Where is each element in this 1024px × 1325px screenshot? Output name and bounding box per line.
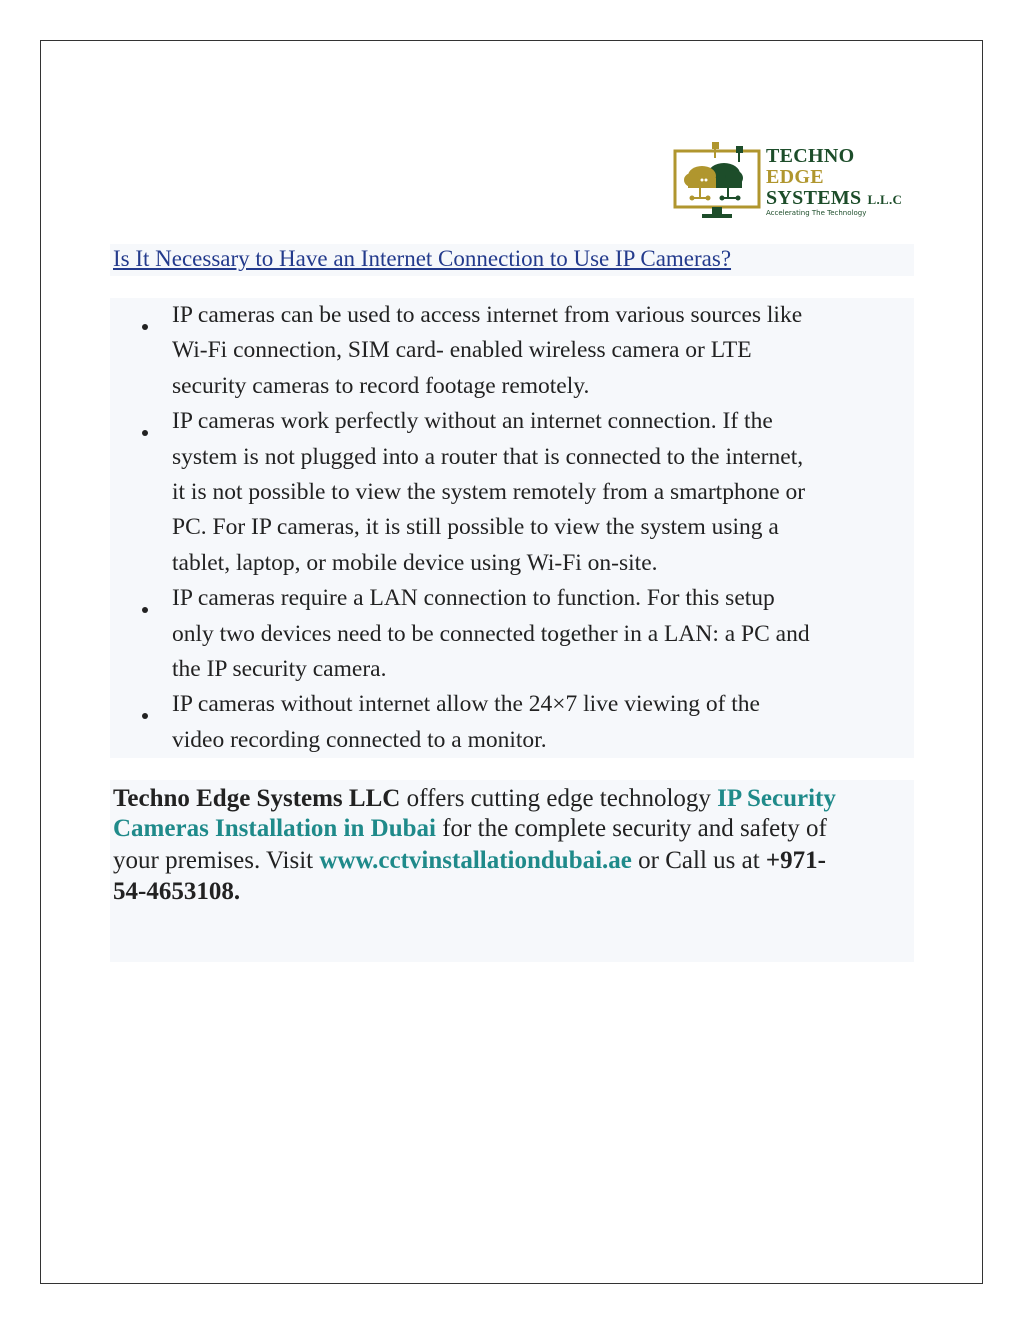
bullet-dot-icon bbox=[142, 607, 148, 613]
bullet-text-line: Wi-Fi connection, SIM card- enabled wireless camera or LTE bbox=[172, 337, 752, 364]
logo-systems-text: SYSTEMS bbox=[766, 187, 862, 209]
bullet-dot-icon bbox=[142, 430, 148, 436]
logo-line-techno: TECHNO bbox=[766, 145, 855, 167]
bullet-text-line: it is not possible to view the system remotely from a smartphone or bbox=[172, 479, 806, 505]
phone-number-part1: +971- bbox=[765, 847, 826, 874]
bullet-text-line: PC. For IP cameras, it is still possible to view the system using a bbox=[172, 514, 779, 541]
website-link[interactable]: www.cctvinstallationdubai.ae bbox=[319, 847, 632, 874]
closing-text-2: for the complete security and safety of bbox=[435, 815, 827, 842]
logo-line-systems bbox=[766, 188, 902, 210]
bullet-text-line: security cameras to record footage remotely. bbox=[172, 372, 590, 399]
bullet-text-line: only two devices need to be connected together in a LAN: a PC and bbox=[172, 620, 810, 647]
article-heading-link[interactable]: Is It Necessary to Have an Internet Connection to Use IP Cameras? bbox=[113, 246, 732, 271]
closing-text-4: or Call us at bbox=[631, 847, 766, 874]
closing-line-2 bbox=[113, 815, 827, 843]
closing-line-3 bbox=[113, 847, 826, 875]
service-link-part1[interactable]: IP Security bbox=[717, 785, 836, 812]
bullet-text-line: IP cameras without internet allow the 24×7 live viewing of the bbox=[172, 691, 760, 718]
closing-text-3: your premises. Visit bbox=[113, 847, 320, 874]
bullet-text-line: IP cameras require a LAN connection to function. For this setup bbox=[172, 585, 775, 612]
closing-line-4 bbox=[113, 878, 240, 906]
bullet-text-line: IP cameras can be used to access internet from various sources like bbox=[172, 302, 803, 328]
bullet-dot-icon bbox=[142, 713, 148, 719]
bullet-text-line: tablet, laptop, or mobile device using Wi-Fi on-site. bbox=[172, 549, 658, 576]
closing-paragraph bbox=[110, 780, 914, 962]
logo-llc-text: L.L.C bbox=[867, 192, 903, 207]
closing-line-1 bbox=[113, 785, 836, 813]
bullet-text-line: system is not plugged into a router that is connected to the internet, bbox=[172, 443, 804, 470]
logo-tagline: Accelerating The Technology bbox=[766, 209, 867, 217]
bullet-text-line: IP cameras work perfectly without an internet connection. If the bbox=[172, 408, 773, 435]
closing-text-1: offers cutting edge technology bbox=[400, 785, 718, 812]
logo-wordmark bbox=[766, 146, 902, 217]
bullet-text-line: video recording connected to a monitor. bbox=[172, 726, 547, 753]
bullet-list-section bbox=[110, 298, 914, 758]
company-name: Techno Edge Systems LLC bbox=[113, 785, 401, 812]
heading-section bbox=[110, 244, 914, 276]
service-link-part2[interactable]: Cameras Installation in Dubai bbox=[113, 815, 436, 842]
bullet-text-line: the IP security camera. bbox=[172, 656, 387, 682]
monitor-cloud-icon bbox=[672, 142, 764, 224]
bullet-dot-icon bbox=[142, 324, 148, 330]
logo-line-edge: EDGE bbox=[766, 166, 824, 188]
phone-number-part2: 54-4653108. bbox=[113, 878, 241, 905]
company-logo bbox=[672, 142, 922, 224]
